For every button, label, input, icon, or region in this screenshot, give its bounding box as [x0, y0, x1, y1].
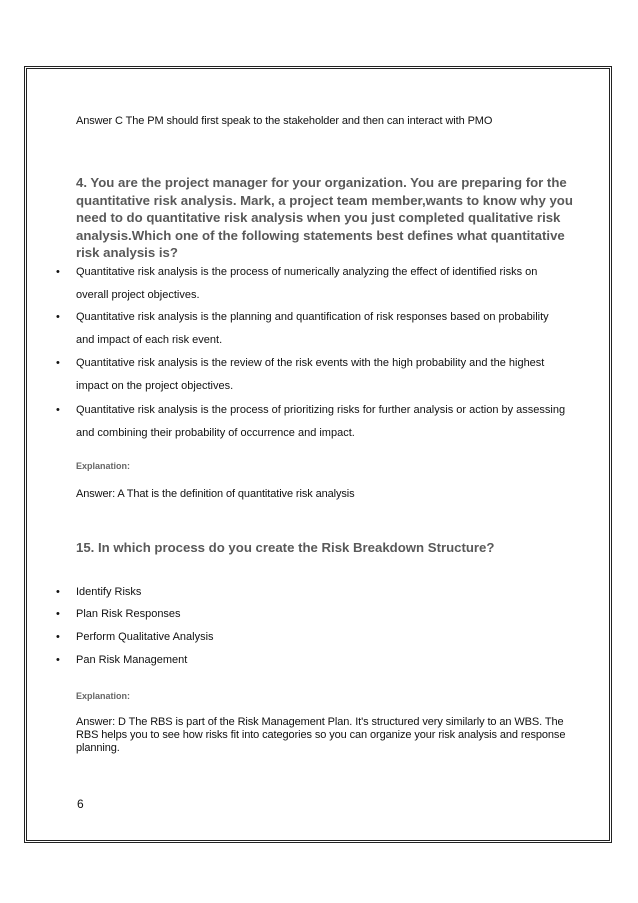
answer-line: RBS helps you to see how risks fit into categories so you can organize your risk analysis and response — [76, 729, 566, 741]
answer-text: Answer: A That is the definition of quantitative risk analysis — [76, 488, 355, 500]
page-number: 6 — [77, 797, 84, 811]
explanation-label: Explanation: — [76, 691, 131, 701]
option-text-cont: overall project objectives. — [76, 289, 200, 301]
option-text-cont: and combining their probability of occurrence and impact. — [76, 427, 355, 439]
bullet-icon: • — [56, 311, 60, 323]
option-text: Quantitative risk analysis is the planning and quantification of risk responses based on probability — [76, 311, 549, 323]
bullet-icon: • — [56, 654, 60, 666]
bullet-icon: • — [56, 357, 60, 369]
question-line: need to do quantitative risk analysis when you just completed qualitative risk — [76, 210, 561, 225]
option-text: Perform Qualitative Analysis — [76, 631, 214, 643]
option-text-cont: impact on the project objectives. — [76, 380, 234, 392]
previous-answer: Answer C The PM should first speak to the stakeholder and then can interact with PMO — [76, 115, 493, 127]
answer-line: planning. — [76, 742, 120, 754]
question-line: analysis.Which one of the following statements best defines what quantitative — [76, 227, 565, 243]
question-line: quantitative risk analysis. Mark, a project team member,wants to know why you — [76, 192, 573, 208]
option-text: Identify Risks — [76, 586, 142, 598]
bullet-icon: • — [56, 404, 60, 416]
question-4-title — [76, 174, 576, 262]
question-line: risk analysis is? — [76, 245, 178, 260]
question-15-title: 15. In which process do you create the Risk Breakdown Structure? — [76, 540, 495, 555]
bullet-icon: • — [56, 586, 60, 598]
explanation-label: Explanation: — [76, 461, 131, 471]
bullet-icon: • — [56, 631, 60, 643]
option-text: Quantitative risk analysis is the review of the risk events with the high probability and the highest — [76, 357, 545, 369]
bullet-icon: • — [56, 266, 60, 278]
option-text-cont: and impact of each risk event. — [76, 334, 223, 346]
question-line: 4. You are the project manager for your organization. You are preparing for the — [76, 175, 567, 190]
option-text: Quantitative risk analysis is the process of numerically analyzing the effect of identified risks on — [76, 266, 538, 278]
answer-line: Answer: D The RBS is part of the Risk Management Plan. It's structured very similarly to an WBS. The — [76, 716, 564, 728]
option-text: Plan Risk Responses — [76, 608, 181, 620]
option-text: Quantitative risk analysis is the process of prioritizing risks for further analysis or action by assessing — [76, 404, 566, 416]
option-text: Pan Risk Management — [76, 654, 188, 666]
answer-text — [76, 716, 565, 755]
bullet-icon: • — [56, 608, 60, 620]
